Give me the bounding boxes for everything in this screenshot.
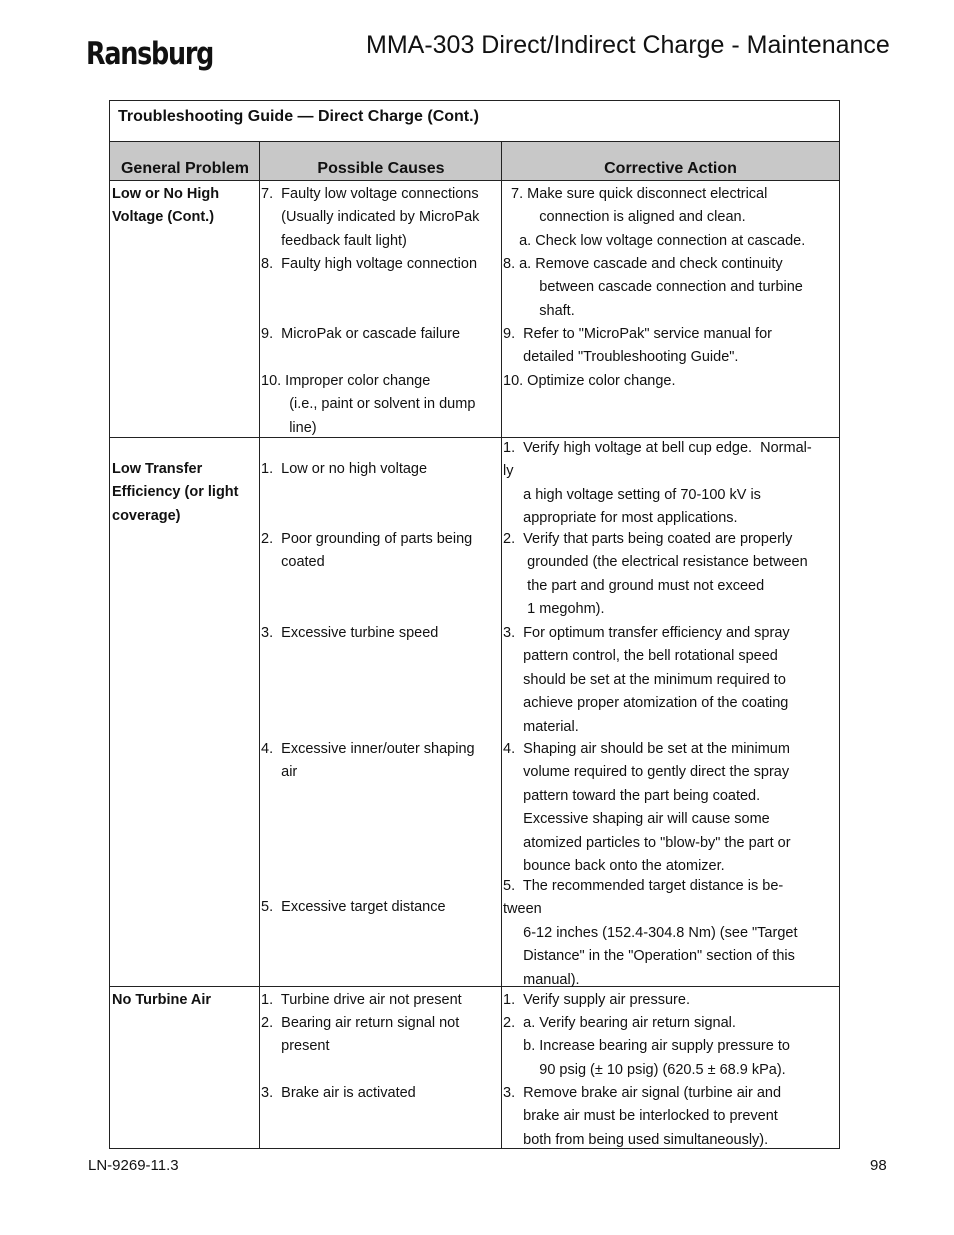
ransburg-logo: Ransburg <box>86 36 214 72</box>
column-header-general-problem: General Problem <box>110 142 260 181</box>
corrective-action-text: detailed "Troubleshooting Guide". <box>503 349 739 366</box>
page-number: 98 <box>870 1157 887 1174</box>
possible-cause-text: 9. MicroPak or cascade failure <box>261 326 461 342</box>
corrective-action-text: 90 psig (± 10 psig) (620.5 ± 68.9 kPa). <box>503 1061 786 1078</box>
corrective-action-text: 1 megohm). <box>503 601 605 618</box>
column-divider <box>501 142 502 1148</box>
corrective-action-text: 2. Verify that parts being coated are properly <box>503 531 793 547</box>
corrective-action-text: both from being used simultaneously). <box>503 1131 769 1148</box>
possible-cause-text: 3. Excessive turbine speed <box>261 625 439 641</box>
possible-cause-text: (i.e., paint or solvent in dump <box>261 396 476 413</box>
corrective-action-text: pattern toward the part being coated. <box>503 787 761 804</box>
column-header-possible-causes: Possible Causes <box>260 142 502 181</box>
corrective-action-text: 10. Optimize color change. <box>503 373 676 389</box>
possible-cause-text: 3. Brake air is activated <box>261 1085 416 1101</box>
possible-cause-text: 1. Low or no high voltage <box>261 461 428 477</box>
table-title: Troubleshooting Guide — Direct Charge (Cont.) <box>110 101 839 142</box>
corrective-action-text: ly <box>503 463 514 480</box>
possible-cause-text: 7. Faulty low voltage connections <box>261 186 479 202</box>
corrective-action-text: material. <box>503 718 579 735</box>
corrective-action-text: 7. Make sure quick disconnect electrical <box>503 186 768 202</box>
possible-cause-text: 2. Poor grounding of parts being <box>261 531 473 547</box>
possible-cause-text: 2. Bearing air return signal not <box>261 1015 460 1031</box>
possible-cause-text: (Usually indicated by MicroPak <box>261 209 480 226</box>
corrective-action-text: should be set at the minimum required to <box>503 671 786 688</box>
possible-cause-text: 10. Improper color change <box>261 373 431 389</box>
general-problem-text: coverage) <box>112 507 181 524</box>
corrective-action-text: 5. The recommended target distance is be- <box>503 878 784 894</box>
corrective-action-text: shaft. <box>503 302 575 319</box>
corrective-action-text: 3. For optimum transfer efficiency and spray <box>503 625 790 641</box>
general-problem-text: Voltage (Cont.) <box>112 209 215 226</box>
possible-cause-text: 5. Excessive target distance <box>261 899 446 915</box>
possible-cause-text: air <box>261 764 298 781</box>
corrective-action-text: 4. Shaping air should be set at the minimum <box>503 741 790 757</box>
general-problem-text: Efficiency (or light <box>112 484 239 501</box>
possible-cause-text: coated <box>261 554 325 571</box>
corrective-action-text: b. Increase bearing air supply pressure to <box>503 1038 790 1055</box>
corrective-action-text: bounce back onto the atomizer. <box>503 858 725 874</box>
corrective-action-text: appropriate for most applications. <box>503 510 738 527</box>
corrective-action-text: 3. Remove brake air signal (turbine air and <box>503 1085 782 1101</box>
corrective-action-text: achieve proper atomization of the coating <box>503 695 789 712</box>
corrective-action-text: atomized particles to "blow-by" the part or <box>503 834 791 851</box>
corrective-action-text: 2. a. Verify bearing air return signal. <box>503 1015 736 1031</box>
corrective-action-text: pattern control, the bell rotational speed <box>503 648 778 665</box>
corrective-action-text: connection is aligned and clean. <box>503 209 746 226</box>
general-problem-text: Low or No High <box>112 186 220 202</box>
corrective-action-text: between cascade connection and turbine <box>503 279 803 296</box>
corrective-action-text: 1. Verify supply air pressure. <box>503 992 690 1008</box>
corrective-action-text: manual). <box>503 971 580 988</box>
corrective-action-text: Excessive shaping air will cause some <box>503 811 770 828</box>
possible-cause-text: feedback fault light) <box>261 232 407 249</box>
column-divider <box>259 142 260 1148</box>
corrective-action-text: 6-12 inches (152.4-304.8 Nm) (see "Target <box>503 924 798 941</box>
possible-cause-text: 8. Faulty high voltage connection <box>261 256 478 272</box>
corrective-action-text: tween <box>503 901 542 918</box>
corrective-action-text: grounded (the electrical resistance between <box>503 554 808 571</box>
corrective-action-text: brake air must be interlocked to prevent <box>503 1108 778 1125</box>
corrective-action-text: a high voltage setting of 70-100 kV is <box>503 486 761 503</box>
troubleshooting-table <box>109 100 840 1149</box>
corrective-action-text: the part and ground must not exceed <box>503 577 765 594</box>
possible-cause-text: line) <box>261 419 317 436</box>
corrective-action-text: 8. a. Remove cascade and check continuity <box>503 256 783 272</box>
corrective-action-text: volume required to gently direct the spray <box>503 764 790 781</box>
document-number: LN-9269-11.3 <box>88 1157 179 1174</box>
general-problem-text: Low Transfer <box>112 461 203 477</box>
column-header-corrective-action: Corrective Action <box>502 142 839 181</box>
general-problem-text: No Turbine Air <box>112 992 212 1008</box>
corrective-action-text: a. Check low voltage connection at cascade. <box>503 232 806 249</box>
possible-cause-text: 4. Excessive inner/outer shaping <box>261 741 475 757</box>
corrective-action-text: 1. Verify high voltage at bell cup edge. Normal- <box>503 440 812 456</box>
corrective-action-text: 9. Refer to "MicroPak" service manual for <box>503 326 772 342</box>
corrective-action-text: Distance" in the "Operation" section of this <box>503 948 795 965</box>
page-title: MMA-303 Direct/Indirect Charge - Maintenance <box>366 31 890 59</box>
possible-cause-text: 1. Turbine drive air not present <box>261 992 462 1008</box>
row-divider <box>110 986 839 987</box>
possible-cause-text: present <box>261 1038 330 1055</box>
